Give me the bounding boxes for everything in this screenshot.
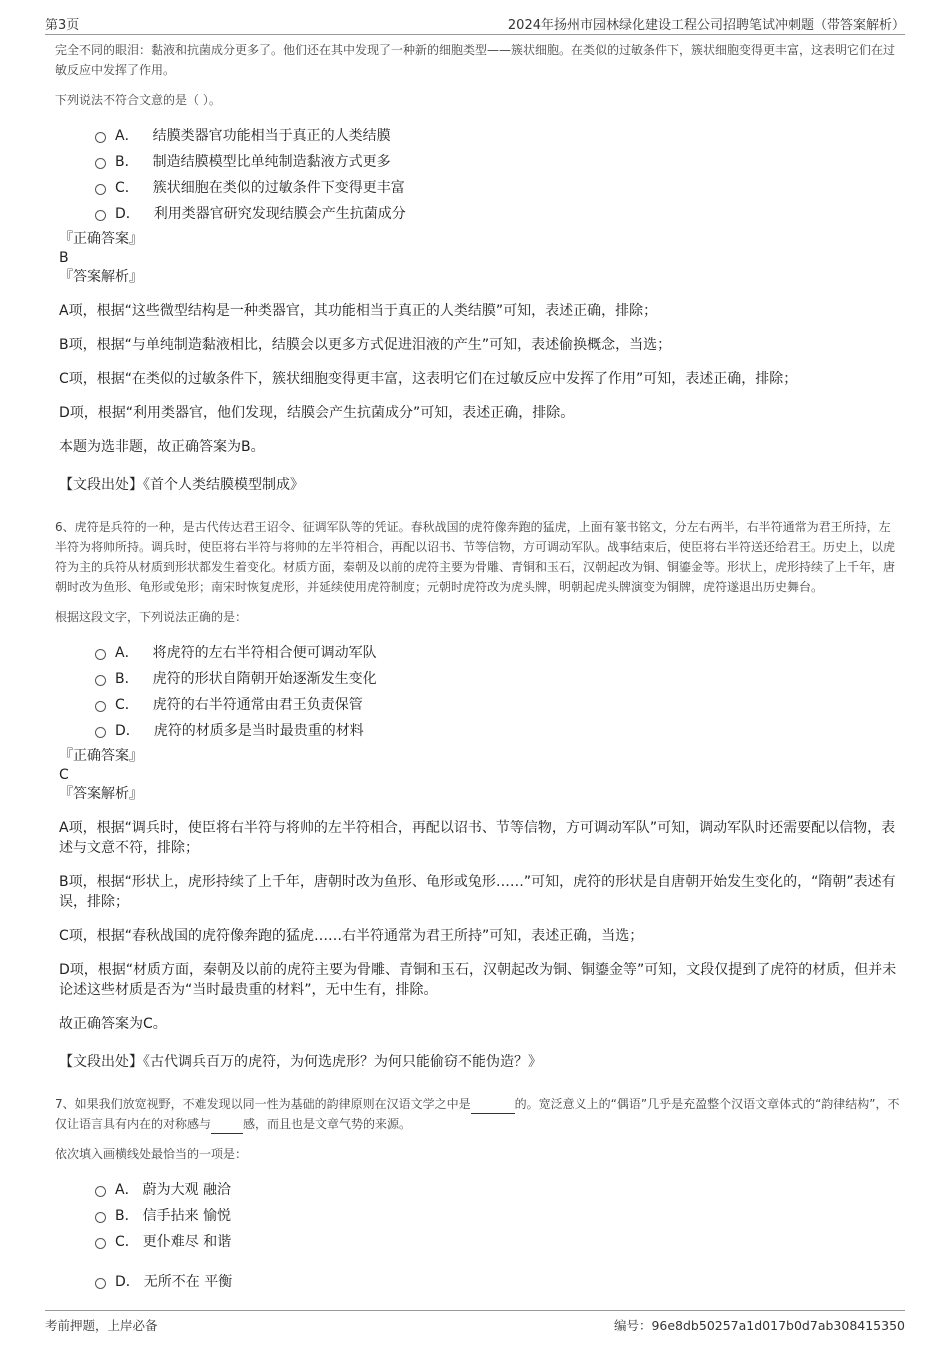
radio-icon[interactable]	[95, 701, 106, 712]
q6-option-d[interactable]: D． 虎符的材质多是当时最贵重的材料	[95, 717, 902, 743]
q5-analysis-label: 『答案解析』	[59, 269, 143, 285]
fill-blank-1	[471, 1099, 515, 1114]
q7-option-d[interactable]: D． 无所不在 平衡	[95, 1268, 902, 1294]
footer-slogan: 考前押题，上岸必备	[45, 1318, 158, 1333]
q6-answer: C	[59, 767, 69, 783]
q5-analysis-c: C项，根据“在类似的过敏条件下，簇状细胞变得更丰富，这表明它们在过敏反应中发挥了作用”可知，表述正确，排除；	[59, 371, 798, 387]
q5-options	[95, 122, 902, 226]
question-7	[55, 1094, 902, 1294]
page-footer	[45, 1310, 905, 1335]
radio-icon[interactable]	[95, 649, 106, 660]
q6-analysis-d: D项，根据“材质方面，秦朝及以前的虎符主要为骨雕、青铜和玉石，汉朝起改为铜、铜鎏金等”可知，文段仅提到了虎符的材质，但并未论述这些材质是否为“当时最贵重的材料”，无中生有，排除。	[59, 962, 897, 998]
q7-options	[95, 1176, 902, 1294]
q5-analysis-d: D项，根据“利用类器官，他们发现，结膜会产生抗菌成分”可知，表述正确，排除。	[59, 405, 575, 421]
q5-option-b[interactable]: B． 制造结膜模型比单纯制造黏液方式更多	[95, 148, 902, 174]
document-title: 2024年扬州市园林绿化建设工程公司招聘笔试冲刺题（带答案解析）	[507, 18, 905, 33]
radio-icon[interactable]	[95, 727, 106, 738]
question-5	[55, 40, 902, 495]
fill-blank-2	[211, 1119, 243, 1134]
radio-icon[interactable]	[95, 1212, 106, 1223]
q7-option-c[interactable]: C． 更仆难尽 和谐	[95, 1228, 902, 1254]
q6-prompt: 根据这段文字，下列说法正确的是：	[55, 610, 248, 624]
radio-icon[interactable]	[95, 675, 106, 686]
q5-conclusion: 本题为选非题，故正确答案为B。	[59, 439, 265, 455]
q5-option-a[interactable]: A． 结膜类器官功能相当于真正的人类结膜	[95, 122, 902, 148]
radio-icon[interactable]	[95, 1238, 106, 1249]
q5-analysis-b: B项，根据“与单纯制造黏液相比，结膜会以更多方式促进泪液的产生”可知，表述偷换概念，当选；	[59, 337, 672, 353]
q6-passage: 6、虎符是兵符的一种，是古代传达君王诏令、征调军队等的凭证。春秋战国的虎符像奔跑的猛虎，上面有篆书铭文，分左右两半，右半符通常为君王所持，左半符为将帅所持。调兵时，使臣将右半符与将帅的左半符相合，再配以诏书、节等信物，方可调动军队。战事结束后，使臣将右半符送还给君王。历史上，以虎符为主的兵符从材质到形状都发生着变化。材质方面，秦朝及以前的虎符主要为骨雕、青铜和玉石，汉朝起改为铜、铜鎏金等。形状上，虎形持续了上千年，唐朝时改为鱼形、龟形或兔形；南宋时恢复虎形，并延续使用虎符制度；元朝时虎符改为虎头牌，明朝起虎头牌演变为铜牌，虎符遂退出历史舞台。	[55, 520, 896, 594]
q6-analysis-a: A项，根据“调兵时，使臣将右半符与将帅的左半符相合，再配以诏书、节等信物，方可调动军队”可知，调动军队时还需要配以信物，表述与文意不符，排除；	[59, 820, 896, 856]
q5-analysis-a: A项，根据“这些微型结构是一种类器官，其功能相当于真正的人类结膜”可知，表述正确，排除；	[59, 303, 658, 319]
q5-answer-label: 『正确答案』	[59, 231, 143, 247]
page-number: 第3页	[45, 18, 80, 33]
q7-option-b[interactable]: B． 信手拈来 愉悦	[95, 1202, 902, 1228]
q6-option-a[interactable]: A． 将虎符的左右半符相合便可调动军队	[95, 639, 902, 665]
q6-option-c[interactable]: C． 虎符的右半符通常由君王负责保管	[95, 691, 902, 717]
q5-prompt: 下列说法不符合文意的是（ ）。	[55, 93, 221, 107]
question-6	[55, 517, 902, 1072]
radio-icon[interactable]	[95, 1186, 106, 1197]
q5-option-d[interactable]: D． 利用类器官研究发现结膜会产生抗菌成分	[95, 200, 902, 226]
q6-analysis-b: B项，根据“形状上，虎形持续了上千年，唐朝时改为鱼形、龟形或兔形……”可知，虎符的形状是自唐朝开始发生变化的，“隋朝”表述有误，排除；	[59, 874, 896, 910]
radio-icon[interactable]	[95, 184, 106, 195]
q5-answer: B	[59, 250, 69, 266]
q7-passage: 7、如果我们放宽视野，不难发现以同一性为基础的韵律原则在汉语文学之中是 的。宽泛意义上的“偶语”几乎是充盈整个汉语文章体式的“韵律结构”，不仅让语言具有内在的对称感与 感，而且也是文章气势的来源。	[55, 1094, 902, 1134]
q6-answer-label: 『正确答案』	[59, 748, 143, 764]
q5-option-c[interactable]: C． 簇状细胞在类似的过敏条件下变得更丰富	[95, 174, 902, 200]
page-header	[45, 12, 905, 35]
radio-icon[interactable]	[95, 158, 106, 169]
radio-icon[interactable]	[95, 210, 106, 221]
document-id: 编号：96e8db50257a1d017b0d7ab308415350	[613, 1318, 905, 1333]
q6-options	[95, 639, 902, 743]
q7-option-a[interactable]: A． 蔚为大观 融洽	[95, 1176, 902, 1202]
document-body	[55, 40, 902, 1298]
q6-source: 【文段出处】《古代调兵百万的虎符，为何选虎形？为何只能偷窃不能伪造？》	[59, 1054, 542, 1070]
q6-conclusion: 故正确答案为C。	[59, 1016, 167, 1032]
q7-prompt: 依次填入画横线处最恰当的一项是：	[55, 1147, 248, 1161]
q6-analysis-c: C项，根据“春秋战国的虎符像奔跑的猛虎……右半符通常为君王所持”可知，表述正确，当选；	[59, 928, 644, 944]
q6-analysis-label: 『答案解析』	[59, 786, 143, 802]
q5-passage: 完全不同的眼泪：黏液和抗菌成分更多了。他们还在其中发现了一种新的细胞类型——簇状细胞。在类似的过敏条件下，簇状细胞变得更丰富，这表明它们在过敏反应中发挥了作用。	[55, 43, 896, 77]
radio-icon[interactable]	[95, 132, 106, 143]
radio-icon[interactable]	[95, 1278, 106, 1289]
q6-option-b[interactable]: B． 虎符的形状自隋朝开始逐渐发生变化	[95, 665, 902, 691]
q5-source: 【文段出处】《首个人类结膜模型制成》	[59, 477, 304, 493]
